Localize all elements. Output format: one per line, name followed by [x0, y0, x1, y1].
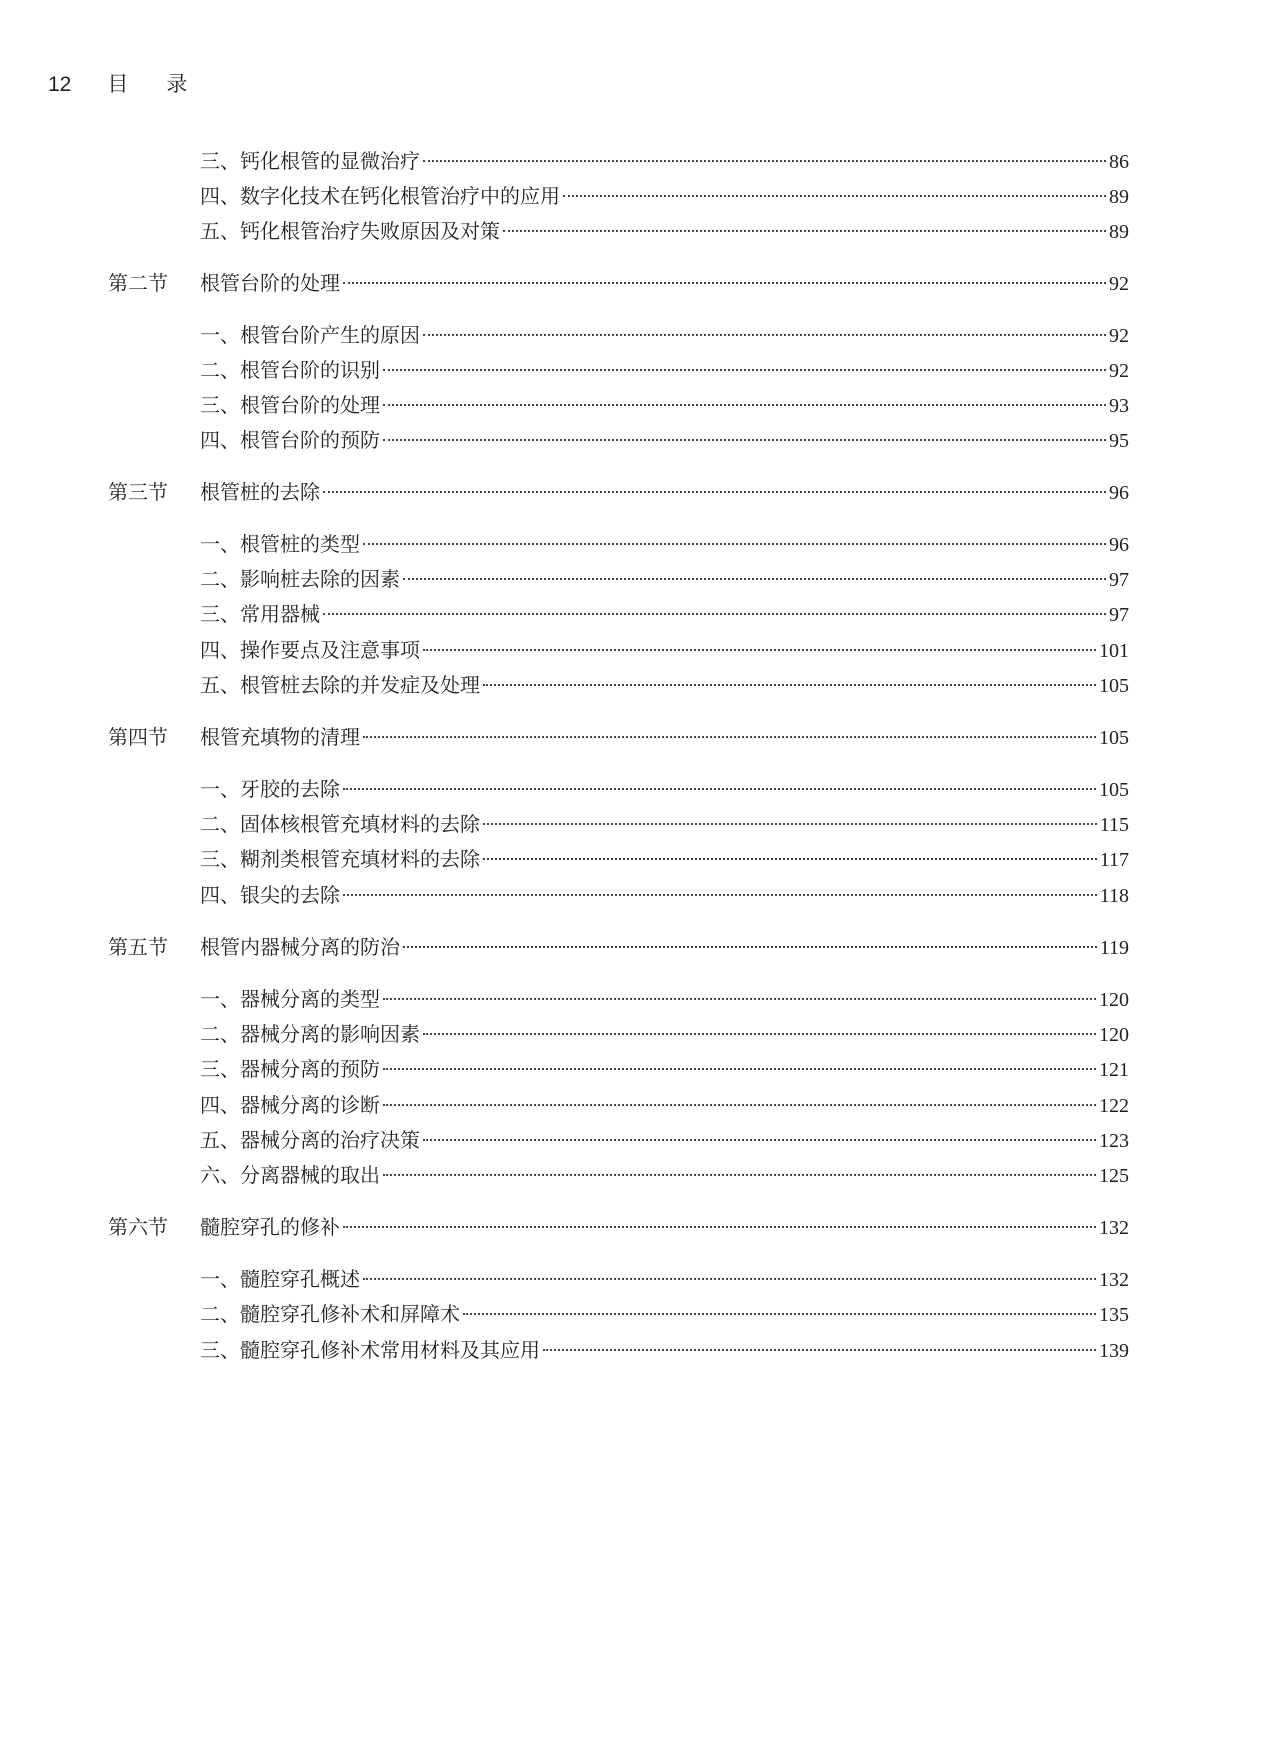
toc-entry-title: 三、器械分离的预防: [200, 1057, 380, 1081]
toc-section-row[interactable]: [108, 477, 1129, 507]
toc-section-label: 第二节: [108, 271, 168, 295]
toc-page-number: 86: [1109, 151, 1129, 173]
toc-section-row[interactable]: [108, 932, 1129, 962]
toc-entry-title: 二、固体核根管充填材料的去除: [200, 812, 480, 836]
dot-leader: [383, 404, 1106, 406]
dot-leader: [503, 230, 1106, 232]
toc-entry-row[interactable]: [200, 390, 1129, 420]
toc-section-title: 根管台阶的处理: [200, 271, 340, 295]
toc-entry-title: 三、钙化根管的显微治疗: [200, 149, 420, 173]
toc-page-number: 92: [1109, 273, 1129, 295]
toc-page-number: 95: [1109, 430, 1129, 452]
toc-entry-row[interactable]: [200, 1335, 1129, 1365]
toc-section-title: 根管充填物的清理: [200, 725, 360, 749]
dot-leader: [483, 684, 1096, 686]
dot-leader: [383, 1104, 1096, 1106]
toc-entry-title: 一、根管桩的类型: [200, 532, 360, 556]
toc-entry-title: 四、操作要点及注意事项: [200, 638, 420, 662]
toc-page-number: 121: [1099, 1059, 1129, 1081]
dot-leader: [383, 998, 1096, 1000]
dot-leader: [343, 788, 1096, 790]
toc-page-number: 92: [1109, 325, 1129, 347]
page-number: 12: [48, 73, 72, 96]
toc-entry-title: 二、根管台阶的识别: [200, 358, 380, 382]
toc-entry-row[interactable]: [200, 1264, 1129, 1294]
toc-page-number: 120: [1099, 989, 1129, 1011]
toc-page-number: 135: [1099, 1304, 1129, 1326]
toc-page-number: 105: [1099, 675, 1129, 697]
toc-entry-title: 六、分离器械的取出: [200, 1163, 380, 1187]
toc-entry-row[interactable]: [200, 1090, 1129, 1120]
toc-entry-row[interactable]: [200, 1160, 1129, 1190]
dot-leader: [363, 1278, 1096, 1280]
toc-entry-row[interactable]: [200, 355, 1129, 385]
dot-leader: [383, 369, 1106, 371]
toc-section-row[interactable]: [108, 1212, 1129, 1242]
toc-entry-row[interactable]: [200, 181, 1129, 211]
toc-page-number: 115: [1099, 814, 1129, 836]
toc-page-number: 93: [1109, 395, 1129, 417]
header-title-char-1: 目: [107, 73, 129, 96]
dot-leader: [403, 578, 1106, 580]
toc-page-number: 89: [1109, 186, 1129, 208]
toc-page-number: 101: [1099, 640, 1129, 662]
toc-entry-row[interactable]: [200, 809, 1129, 839]
dot-leader: [363, 736, 1096, 738]
dot-leader: [323, 491, 1106, 493]
toc-entry-row[interactable]: [200, 774, 1129, 804]
toc-entry-row[interactable]: [200, 146, 1129, 176]
toc-entry-row[interactable]: [200, 564, 1129, 594]
toc-entry-title: 五、器械分离的治疗决策: [200, 1128, 420, 1152]
toc-entry-title: 二、器械分离的影响因素: [200, 1022, 420, 1046]
toc-entry-title: 二、髓腔穿孔修补术和屏障术: [200, 1302, 460, 1326]
toc-page-number: 92: [1109, 360, 1129, 382]
toc-entry-row[interactable]: [200, 425, 1129, 455]
toc-entry-title: 一、根管台阶产生的原因: [200, 323, 420, 347]
dot-leader: [483, 858, 1097, 860]
toc-section-title: 根管桩的去除: [200, 480, 320, 504]
toc-page-number: 139: [1099, 1340, 1129, 1362]
toc-entry-title: 一、髓腔穿孔概述: [200, 1267, 360, 1291]
toc-page-number: 119: [1099, 937, 1129, 959]
toc-section-title: 根管内器械分离的防治: [200, 935, 400, 959]
toc-entry-row[interactable]: [200, 1299, 1129, 1329]
toc-entry-title: 三、糊剂类根管充填材料的去除: [200, 847, 480, 871]
toc-page-number: 122: [1099, 1095, 1129, 1117]
dot-leader: [343, 282, 1106, 284]
toc-page-number: 97: [1109, 604, 1129, 626]
dot-leader: [363, 543, 1106, 545]
toc-entry-title: 四、银尖的去除: [200, 883, 340, 907]
toc-entry-row[interactable]: [200, 599, 1129, 629]
toc-entry-title: 五、钙化根管治疗失败原因及对策: [200, 219, 500, 243]
dot-leader: [423, 1033, 1096, 1035]
dot-leader: [383, 439, 1106, 441]
dot-leader: [563, 195, 1106, 197]
toc-section-label: 第五节: [108, 935, 168, 959]
toc-entry-row[interactable]: [200, 984, 1129, 1014]
dot-leader: [423, 334, 1106, 336]
toc-section-label: 第四节: [108, 725, 168, 749]
toc-entry-row[interactable]: [200, 216, 1129, 246]
dot-leader: [543, 1349, 1096, 1351]
toc-entry-title: 一、器械分离的类型: [200, 987, 380, 1011]
dot-leader: [483, 823, 1097, 825]
page-header: [48, 68, 187, 98]
toc-entry-title: 四、数字化技术在钙化根管治疗中的应用: [200, 184, 560, 208]
toc-entry-title: 三、常用器械: [200, 602, 320, 626]
toc-entry-title: 三、髓腔穿孔修补术常用材料及其应用: [200, 1338, 540, 1362]
toc-page-number: 89: [1109, 221, 1129, 243]
toc-entry-row[interactable]: [200, 1125, 1129, 1155]
toc-section-label: 第三节: [108, 480, 168, 504]
toc-section-row[interactable]: [108, 722, 1129, 752]
dot-leader: [423, 160, 1106, 162]
dot-leader: [383, 1068, 1096, 1070]
toc-page-number: 97: [1109, 569, 1129, 591]
toc-entry-title: 五、根管桩去除的并发症及处理: [200, 673, 480, 697]
toc-section-title: 髓腔穿孔的修补: [200, 1215, 340, 1239]
dot-leader: [343, 894, 1097, 896]
toc-page-number: 132: [1099, 1217, 1129, 1239]
toc-page-number: 117: [1099, 849, 1129, 871]
toc-page-number: 96: [1109, 534, 1129, 556]
toc-entry-row[interactable]: [200, 635, 1129, 665]
dot-leader: [463, 1313, 1096, 1315]
dot-leader: [343, 1226, 1096, 1228]
toc-entry-title: 四、器械分离的诊断: [200, 1093, 380, 1117]
toc-entry-title: 四、根管台阶的预防: [200, 428, 380, 452]
toc-page-number: 123: [1099, 1130, 1129, 1152]
toc-page-number: 125: [1099, 1165, 1129, 1187]
toc-page-number: 96: [1109, 482, 1129, 504]
toc-entry-row[interactable]: [200, 1054, 1129, 1084]
toc-section-label: 第六节: [108, 1215, 168, 1239]
toc-entry-title: 三、根管台阶的处理: [200, 393, 380, 417]
dot-leader: [323, 613, 1106, 615]
header-title-char-2: 录: [166, 73, 188, 96]
toc-entry-row[interactable]: [200, 844, 1129, 874]
toc-entry-title: 二、影响桩去除的因素: [200, 567, 400, 591]
toc-entry-row[interactable]: [200, 529, 1129, 559]
toc-section-row[interactable]: [108, 268, 1129, 298]
dot-leader: [423, 1139, 1096, 1141]
toc-entry-row[interactable]: [200, 670, 1129, 700]
dot-leader: [423, 649, 1096, 651]
toc-page-number: 120: [1099, 1024, 1129, 1046]
dot-leader: [403, 946, 1097, 948]
toc-page-number: 132: [1099, 1269, 1129, 1291]
toc-page-number: 105: [1099, 727, 1129, 749]
dot-leader: [383, 1174, 1096, 1176]
toc-page-number: 105: [1099, 779, 1129, 801]
toc-entry-title: 一、牙胶的去除: [200, 777, 340, 801]
toc-entry-row[interactable]: [200, 880, 1129, 910]
toc-page-number: 118: [1099, 885, 1129, 907]
toc-entry-row[interactable]: [200, 320, 1129, 350]
toc-entry-row[interactable]: [200, 1019, 1129, 1049]
